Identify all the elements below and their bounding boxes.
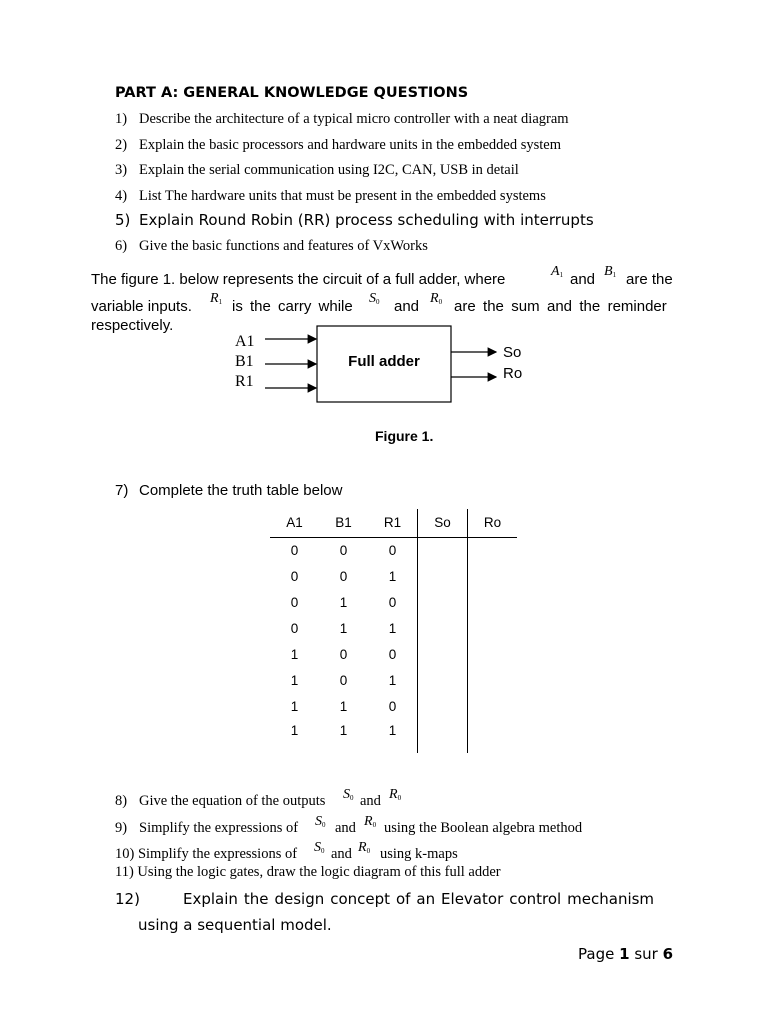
cell-a1: 1 bbox=[290, 646, 299, 662]
cell-so-empty bbox=[418, 563, 468, 589]
cell-a1: 0 bbox=[290, 620, 299, 636]
truth-table bbox=[270, 509, 517, 753]
math-symbol-r0: $R_0$ bbox=[430, 291, 443, 306]
question-8-and: and bbox=[360, 793, 381, 809]
cell-ro-empty bbox=[468, 641, 518, 667]
question-5: 5) Explain Round Robin (RR) process scheduling with interrupts bbox=[115, 211, 594, 229]
intro-text-and-2: and bbox=[394, 298, 420, 315]
table-row bbox=[270, 719, 517, 753]
cell-b1: 0 bbox=[339, 542, 348, 558]
cell-a1: 0 bbox=[290, 568, 299, 584]
question-12-number: 12) bbox=[115, 890, 140, 908]
cell-ro-empty bbox=[468, 693, 518, 719]
header-a1: A1 bbox=[270, 509, 319, 537]
question-1: 1) Describe the architecture of a typical micro controller with a neat diagram bbox=[115, 111, 569, 127]
table-row bbox=[270, 589, 517, 615]
cell-so-empty bbox=[418, 589, 468, 615]
intro-text-variable-inputs: variable inputs. bbox=[91, 298, 192, 315]
cell-so-empty bbox=[418, 667, 468, 693]
cell-so-empty bbox=[418, 719, 468, 753]
math-symbol-r0: $R_0$ bbox=[364, 814, 377, 829]
math-symbol-s0: $S_0$ bbox=[369, 291, 380, 306]
cell-r1: 1 bbox=[368, 615, 418, 641]
math-symbol-r0: $R_0$ bbox=[358, 840, 371, 855]
math-symbol-r0: $R_0$ bbox=[389, 787, 402, 802]
math-symbol-r1: $R_1$ bbox=[210, 291, 223, 306]
cell-b1: 1 bbox=[339, 698, 348, 714]
part-a-heading: PART A: GENERAL KNOWLEDGE QUESTIONS bbox=[115, 85, 469, 101]
truth-table-header-row bbox=[270, 509, 517, 537]
cell-r1: 1 bbox=[368, 719, 418, 753]
output-label-ro: Ro bbox=[503, 365, 523, 382]
intro-text-respectively: respectively. bbox=[91, 317, 174, 334]
math-symbol-s0: $S_0$ bbox=[315, 814, 326, 829]
cell-b1: 1 bbox=[339, 594, 348, 610]
question-10-kmaps: using k-maps bbox=[380, 846, 458, 862]
header-so: So bbox=[418, 509, 468, 537]
intro-text-carry: is the carry while bbox=[232, 298, 353, 315]
table-row bbox=[270, 693, 517, 719]
input-label-b1: B1 bbox=[235, 353, 254, 370]
table-row bbox=[270, 667, 517, 693]
cell-ro-empty bbox=[468, 719, 518, 753]
cell-so-empty bbox=[418, 615, 468, 641]
table-row bbox=[270, 641, 517, 667]
cell-so-empty bbox=[418, 537, 468, 563]
cell-b1: 0 bbox=[339, 568, 348, 584]
cell-b1: 0 bbox=[339, 672, 348, 688]
page-footer: Page 1 sur 6 bbox=[578, 945, 674, 963]
cell-a1: 1 bbox=[290, 698, 299, 714]
intro-text-and-1: and bbox=[570, 271, 596, 288]
cell-ro-empty bbox=[468, 667, 518, 693]
cell-b1: 1 bbox=[339, 723, 348, 738]
current-page-number: 1 bbox=[619, 945, 630, 963]
cell-r1: 1 bbox=[368, 563, 418, 589]
cell-b1: 0 bbox=[339, 646, 348, 662]
figure-caption: Figure 1. bbox=[375, 428, 434, 444]
table-row bbox=[270, 563, 517, 589]
question-2: 2) Explain the basic processors and hardware units in the embedded system bbox=[115, 137, 561, 153]
input-label-r1: R1 bbox=[235, 373, 254, 390]
question-9: 9) Simplify the expressions of bbox=[115, 820, 299, 836]
header-ro: Ro bbox=[468, 509, 518, 537]
math-symbol-s0: $S_0$ bbox=[314, 840, 325, 855]
question-3: 3) Explain the serial communication using I2C, CAN, USB in detail bbox=[115, 162, 519, 178]
question-10-and: and bbox=[331, 846, 352, 862]
cell-r1: 0 bbox=[368, 641, 418, 667]
cell-ro-empty bbox=[468, 589, 518, 615]
full-adder-label: Full adder bbox=[348, 353, 420, 370]
total-pages: 6 bbox=[662, 945, 674, 963]
cell-ro-empty bbox=[468, 615, 518, 641]
cell-r1: 1 bbox=[368, 667, 418, 693]
question-4: 4) List The hardware units that must be present in the embedded systems bbox=[115, 188, 546, 204]
output-label-so: So bbox=[503, 344, 522, 361]
cell-ro-empty bbox=[468, 563, 518, 589]
math-symbol-b1: $B_1$ bbox=[604, 264, 617, 279]
cell-r1: 0 bbox=[368, 537, 418, 563]
cell-a1: 1 bbox=[290, 672, 299, 688]
cell-so-empty bbox=[418, 693, 468, 719]
question-7: 7) Complete the truth table below bbox=[115, 482, 343, 499]
cell-b1: 1 bbox=[339, 620, 348, 636]
question-6: 6) Give the basic functions and features of VxWorks bbox=[115, 238, 428, 254]
cell-a1: 1 bbox=[290, 723, 299, 738]
table-row bbox=[270, 615, 517, 641]
full-adder-diagram bbox=[260, 325, 530, 415]
math-symbol-a1: $A_1$ bbox=[551, 264, 564, 279]
question-10: 10) Simplify the expressions of bbox=[115, 846, 298, 862]
question-12-line-2: using a sequential model. bbox=[138, 916, 332, 934]
intro-text-are-the: are the bbox=[626, 271, 673, 288]
header-b1: B1 bbox=[319, 509, 368, 537]
cell-r1: 0 bbox=[368, 693, 418, 719]
header-r1: R1 bbox=[368, 509, 418, 537]
question-9-method: using the Boolean algebra method bbox=[384, 820, 583, 836]
cell-a1: 0 bbox=[290, 594, 299, 610]
question-9-and: and bbox=[335, 820, 356, 836]
question-12-line-1: Explain the design concept of an Elevator control mechanism bbox=[183, 890, 655, 908]
table-row bbox=[270, 537, 517, 563]
intro-text-sum-reminder: are the sum and the reminder bbox=[454, 298, 667, 315]
cell-a1: 0 bbox=[290, 542, 299, 558]
math-symbol-s0: $S_0$ bbox=[343, 787, 354, 802]
intro-text-part-1: The figure 1. below represents the circuit of a full adder, where bbox=[91, 271, 506, 288]
cell-ro-empty bbox=[468, 537, 518, 563]
input-label-a1: A1 bbox=[235, 333, 255, 350]
question-8: 8) Give the equation of the outputs bbox=[115, 793, 326, 809]
cell-so-empty bbox=[418, 641, 468, 667]
question-11: 11) Using the logic gates, draw the logic diagram of this full adder bbox=[115, 864, 501, 880]
cell-r1: 0 bbox=[368, 589, 418, 615]
